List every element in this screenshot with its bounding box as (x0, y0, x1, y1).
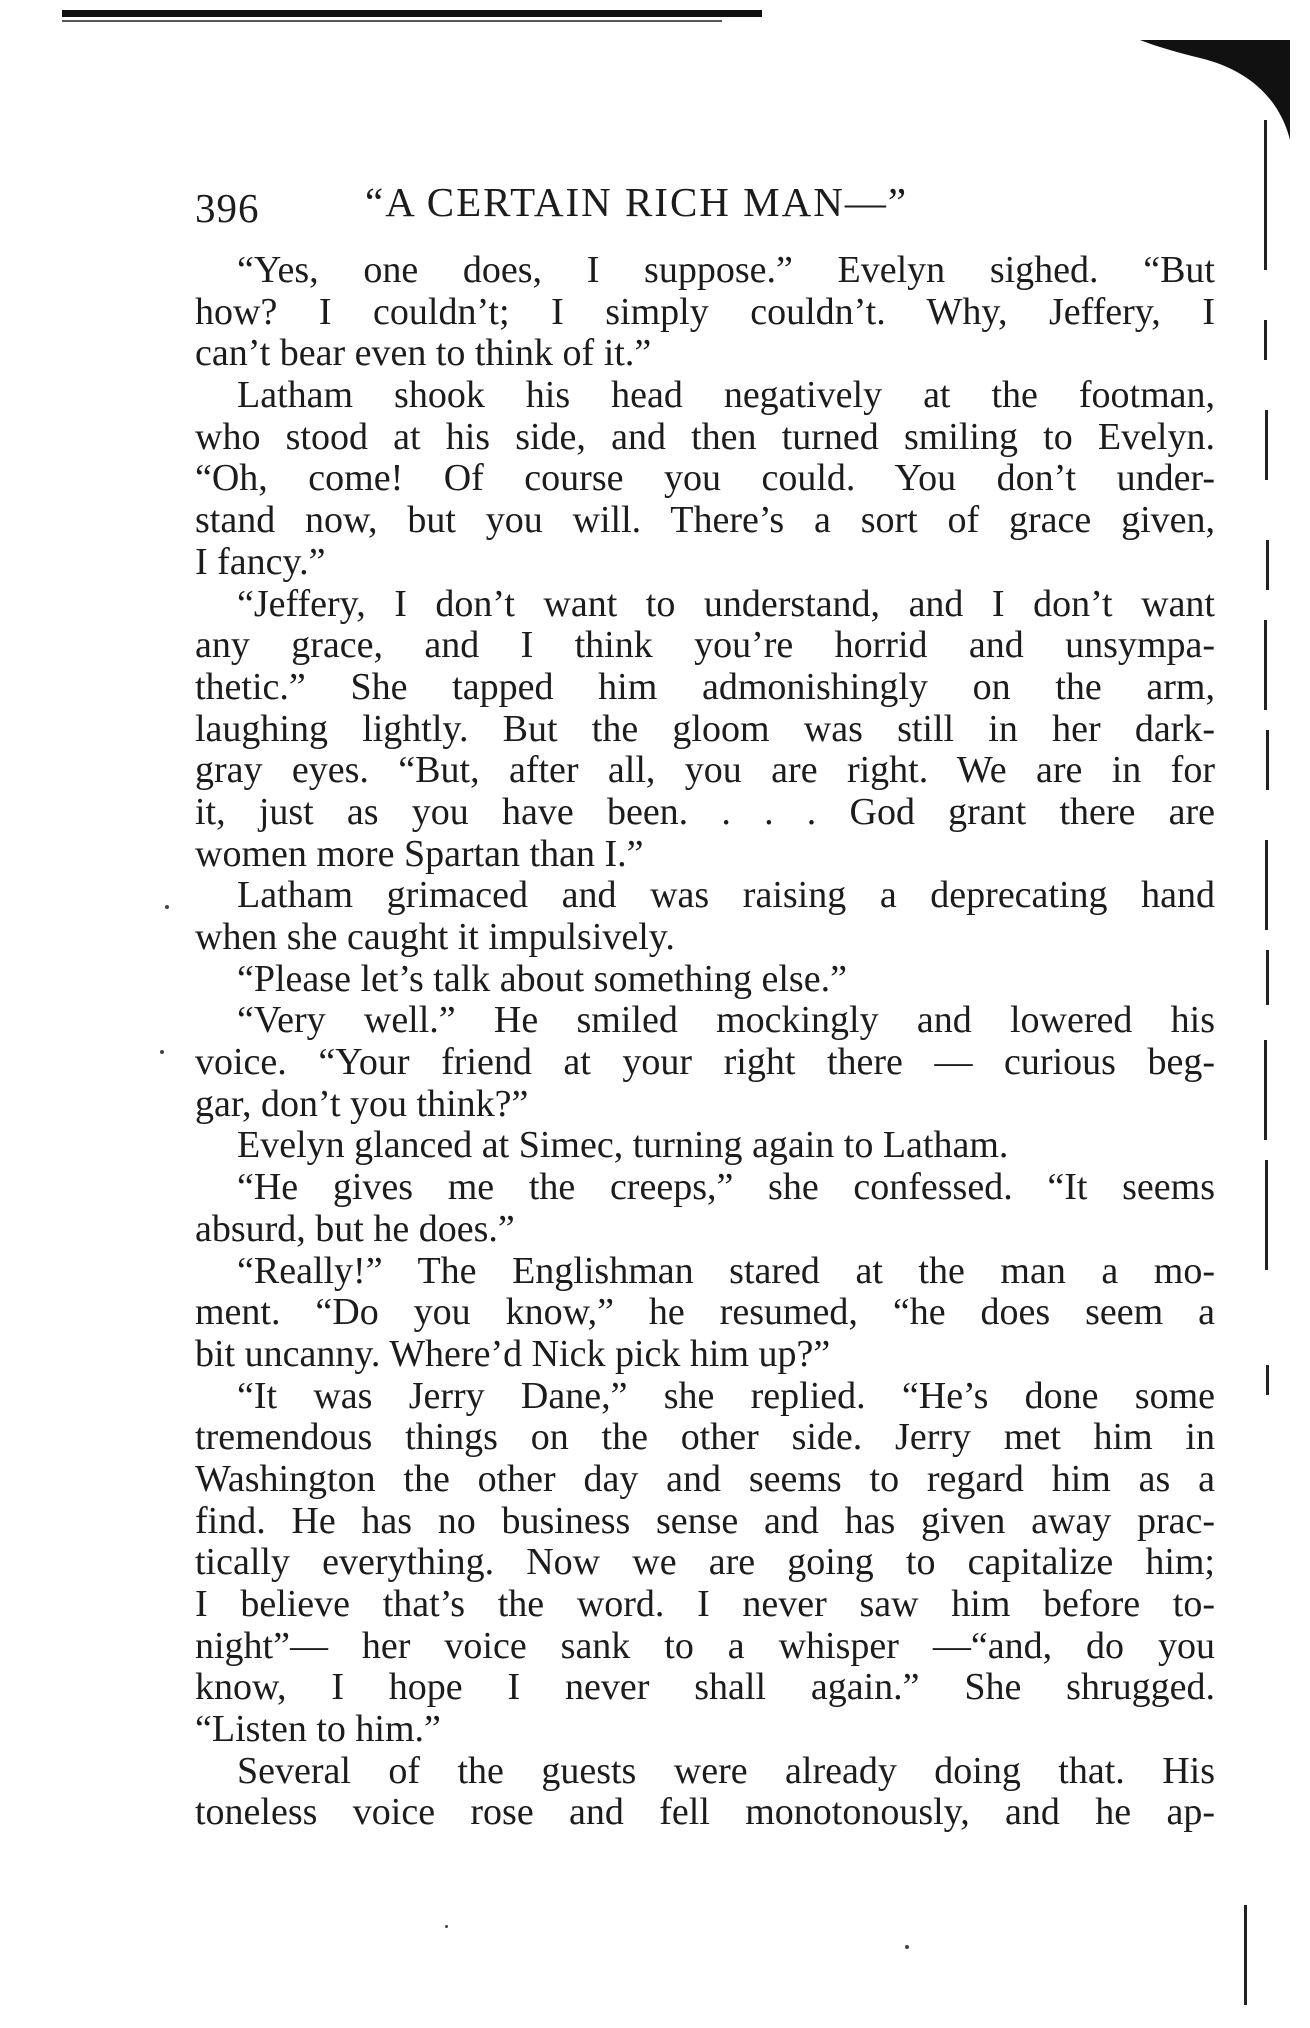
dust-speck (160, 1050, 164, 1054)
page-edge-line (1266, 950, 1269, 1005)
text-line: absurd, but he does.” (195, 1207, 515, 1250)
text-line: women more Spartan than I.” (195, 832, 644, 875)
text-line: Evelyn glanced at Simec, turning again to Latham. (237, 1124, 1009, 1167)
text-line: how? I couldn’t; I simply couldn’t. Why, Jeffery, I (195, 290, 1215, 333)
text-line: gray eyes. “But, after all, you are right. We are in for (195, 749, 1215, 792)
text-line: “It was Jerry Dane,” she replied. “He’s done some (237, 1374, 1215, 1417)
page-edge-line (1265, 410, 1268, 480)
page-edge-line (1244, 1905, 1247, 2005)
page-edge-line (1266, 730, 1269, 790)
page-number: 396 (195, 185, 260, 231)
text-line: Washington the other day and seems to regard him as a (195, 1457, 1215, 1500)
text-line: thetic.” She tapped him admonishingly on the arm, (195, 665, 1215, 708)
page-edge-line (1264, 320, 1267, 360)
text-line: I believe that’s the word. I never saw him before to- (195, 1583, 1215, 1625)
text-line: Several of the guests were already doing that. His (237, 1749, 1215, 1792)
text-line: toneless voice rose and fell monotonously, and he ap- (195, 1791, 1215, 1834)
text-line: ment. “Do you know,” he resumed, “he does seem a (195, 1291, 1215, 1334)
text-line: night”— her voice sank to a whisper —“and, do you (195, 1624, 1215, 1667)
text-line: laughing lightly. But the gloom was still in her dark- (195, 707, 1215, 750)
text-line: “Oh, come! Of course you could. You don’t under- (195, 457, 1215, 500)
text-line: “Listen to him.” (195, 1708, 441, 1751)
page-edge-line (1265, 1160, 1268, 1270)
page-edge-line (1266, 1365, 1269, 1395)
page-edge-line (1264, 120, 1267, 270)
text-line: “Very well.” He smiled mockingly and lowered his (237, 999, 1215, 1042)
text-line: “Really!” The Englishman stared at the man a mo- (237, 1249, 1215, 1292)
text-line: “Yes, one does, I suppose.” Evelyn sighed. “But (237, 249, 1215, 291)
text-line: Latham shook his head negatively at the footman, (237, 374, 1215, 417)
page-edge-line (1264, 620, 1267, 710)
text-line: can’t bear even to think of it.” (195, 332, 652, 375)
page-body-text (195, 250, 1215, 1834)
page-edge-line (1264, 1040, 1267, 1140)
text-line: tremendous things on the other side. Jerry met him in (195, 1416, 1215, 1459)
dust-speck (445, 1925, 448, 1928)
text-line: I fancy.” (195, 540, 326, 583)
text-line: gar, don’t you think?” (195, 1082, 529, 1125)
page-corner-curl (1140, 40, 1290, 140)
page-edge-line (1265, 840, 1268, 930)
text-line: tically everything. Now we are going to capitalize him; (195, 1541, 1215, 1584)
text-line: find. He has no business sense and has given away prac- (195, 1499, 1215, 1542)
dust-speck (165, 905, 169, 909)
dust-speck (905, 1945, 909, 1949)
running-header (195, 178, 1215, 238)
text-line: know, I hope I never shall again.” She shrugged. (195, 1666, 1215, 1709)
page-edge-line (1266, 540, 1269, 590)
text-line: when she caught it impulsively. (195, 916, 675, 958)
running-title: “A CERTAIN RICH MAN—” (365, 179, 909, 225)
text-line: voice. “Your friend at your right there — curious beg- (195, 1041, 1215, 1084)
text-line: “Jeffery, I don’t want to understand, and I don’t want (237, 582, 1215, 625)
text-line: stand now, but you will. There’s a sort of grace given, (195, 499, 1215, 542)
text-line: it, just as you have been. . . . God grant there are (195, 790, 1215, 833)
top-edge-shadow (62, 10, 762, 17)
text-line: Latham grimaced and was raising a deprecating hand (237, 874, 1215, 917)
top-edge-thin-line (62, 20, 722, 22)
text-line: who stood at his side, and then turned smiling to Evelyn. (195, 415, 1215, 458)
text-line: “Please let’s talk about something else.” (237, 957, 847, 1000)
text-line: any grace, and I think you’re horrid and unsympa- (195, 624, 1215, 667)
text-line: bit uncanny. Where’d Nick pick him up?” (195, 1332, 831, 1375)
text-line: “He gives me the creeps,” she confessed. “It seems (237, 1166, 1215, 1209)
